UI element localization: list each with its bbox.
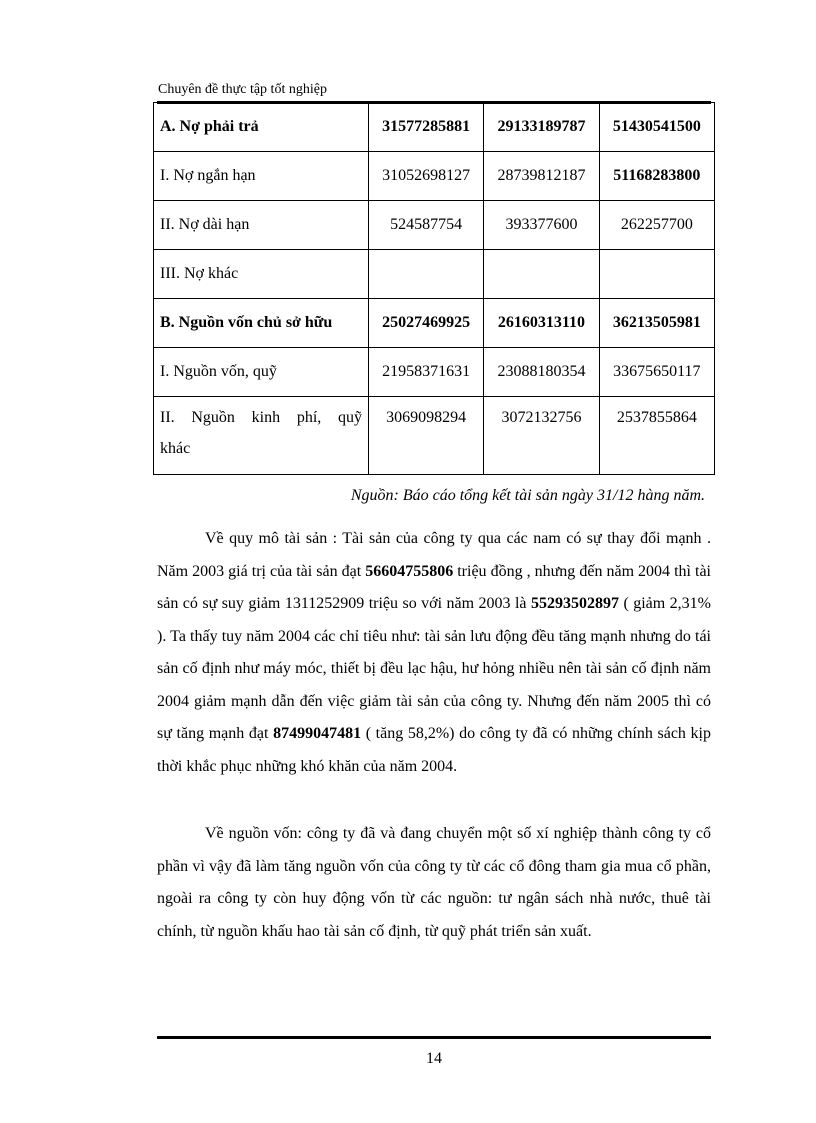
row-label: II. Nguồn kinh phí, quỹ khác (154, 397, 369, 475)
table-row (154, 299, 715, 348)
row-label: A. Nợ phải trả (154, 103, 369, 152)
table-cell: 2537855864 (599, 397, 714, 475)
row-label: B. Nguồn vốn chủ sở hữu (154, 299, 369, 348)
table-row (154, 103, 715, 152)
table-cell: 36213505981 (599, 299, 714, 348)
table-row (154, 250, 715, 299)
row-label: I. Nợ ngắn hạn (154, 152, 369, 201)
row-label: II. Nợ dài hạn (154, 201, 369, 250)
table-cell: 31052698127 (369, 152, 484, 201)
table-cell: 29133189787 (484, 103, 599, 152)
table-cell: 3069098294 (369, 397, 484, 475)
table-cell: 393377600 (484, 201, 599, 250)
table-row (154, 152, 715, 201)
table-cell: 26160313110 (484, 299, 599, 348)
footer-rule (157, 1036, 711, 1039)
table-cell: 21958371631 (369, 348, 484, 397)
table-cell: 31577285881 (369, 103, 484, 152)
paragraph-asset-scale: Về quy mô tài sản : Tài sản của công ty qua các nam có sự thay đổi mạnh . Năm 2003 giá trị của tài sản đạt 56604755806 triệu đồng , nhưng đến năm 2004 thì tài sản có sự suy giảm 1311252909 triệu so với năm 2003 là 55293502897 ( giảm 2,31% ). Ta thấy tuy năm 2004 các chỉ tiêu như: tài sản lưu động đều tăng mạnh nhưng do tái sản cố định như máy móc, thiết bị đều lạc hậu, hư hỏng nhiều nên tài sản cố định năm 2004 giảm mạnh dẫn đến việc giảm tài sản của công ty. Nhưng đến năm 2005 thì có sự tăng mạnh đạt 87499047481 ( tăng 58,2%) do công ty đã có những chính sách kịp thời khắc phục những khó khăn của năm 2004. (157, 530, 712, 775)
table-cell (484, 250, 599, 299)
table-row (154, 397, 715, 475)
table-cell: 23088180354 (484, 348, 599, 397)
table-row (154, 201, 715, 250)
table-row (154, 348, 715, 397)
table-cell: 25027469925 (369, 299, 484, 348)
table-cell: 524587754 (369, 201, 484, 250)
table-source-note: Nguồn: Báo cáo tổng kết tài sản ngày 31/12 hàng năm. (350, 487, 705, 504)
row-label: I. Nguồn vốn, quỹ (154, 348, 369, 397)
page-number: 14 (426, 1050, 442, 1067)
table-cell: 51168283800 (599, 152, 714, 201)
table-cell: 51430541500 (599, 103, 714, 152)
balance-table (153, 102, 715, 475)
table-cell: 262257700 (599, 201, 714, 250)
table-cell: 3072132756 (484, 397, 599, 475)
table-cell: 33675650117 (599, 348, 714, 397)
table-cell (369, 250, 484, 299)
paragraph-capital-sources: Về nguồn vốn: công ty đã và đang chuyển một số xí nghiệp thành công ty cổ phần vì vậy đã làm tăng nguồn vốn của công ty từ các cổ đông tham gia mua cổ phần, ngoài ra công ty còn huy động vốn từ các nguồn: tư ngân sách nhà nước, thuê tài chính, từ nguồn khấu hao tài sản cố định, từ quỹ phát triển sản xuất. (157, 825, 711, 940)
table-cell: 28739812187 (484, 152, 599, 201)
table-cell (599, 250, 714, 299)
row-label: III. Nợ khác (154, 250, 369, 299)
page-header-title: Chuyên đề thực tập tốt nghiệp (158, 82, 327, 97)
